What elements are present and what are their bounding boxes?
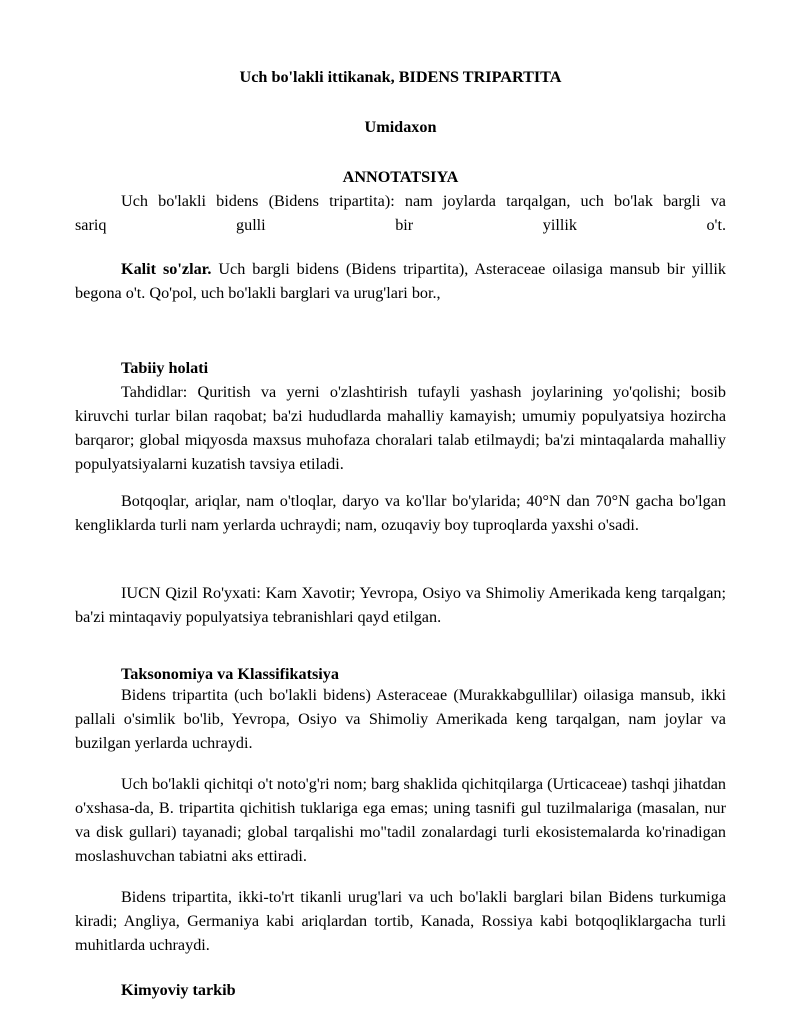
natural-state-heading: Tabiiy holati — [121, 359, 209, 377]
chemistry-heading: Kimyoviy tarkib — [121, 981, 236, 999]
keywords-label: Kalit so'zlar. — [121, 260, 212, 278]
taxonomy-paragraph-2: Uch bo'lakli qichitqi o't noto'g'ri nom; barg shaklida qichitqilarga (Urticaceae) tashqi jihatdan o'xshasa-da, B. tripartita qichitish tuklariga ega emas; uning tasnifi gul tuzilmalariga (masalan, nur va disk gullari) tayanadi; global tarqalishi mo"tadil zonalardagi turli ekosistemalarda ko'rinadigan moslashuvchan tabiatni aks ettiradi. — [75, 775, 726, 865]
taxonomy-paragraph-1: Bidens tripartita (uch bo'lakli bidens) Asteraceae (Murakkabgullilar) oilasiga mansub, ikki pallali o'simlik bo'lib, Yevropa, Osiyo va Shimoliy Amerikada keng tarqalgan, nam joylar va buzilgan yerlarda uchraydi. — [75, 686, 726, 752]
keywords-text: Uch bargli bidens (Bidens tripartita), Asteraceae oilasiga mansub bir yillik begona o't. Qo'pol, uch bo'lakli barglari va urug'lari bor., — [75, 260, 726, 302]
natural-state-paragraph-1: Tahdidlar: Quritish va yerni o'zlashtirish tufayli yashash joylarining yo'qolishi; bosib kiruvchi turlar bilan raqobat; ba'zi hududlarda mahalliy kamayish; umumiy populyatsiya hozircha barqaror; global miqyosda maxsus muhofaza choralari talab etilmaydi; ba'zi mintaqalarda mahalliy populyatsiyalarni kuzatish tavsiya etiladi. — [75, 383, 726, 473]
annotation-line-2: sariq gulli bir yillik o't. — [75, 216, 726, 234]
natural-state-paragraph-2: Botqoqlar, ariqlar, nam o'tloqlar, daryo va ko'llar bo'ylarida; 40°N dan 70°N gacha bo'lgan kengliklarda turli nam yerlarda uchraydi; nam, ozuqaviy boy tuproqlarda yaxshi o'sadi. — [75, 492, 726, 534]
annotation-heading: ANNOTATSIYA — [342, 168, 459, 186]
annotation-line-1: Uch bo'lakli bidens (Bidens tripartita): nam joylarda tarqalgan, uch bo'lak bargli va — [121, 192, 726, 210]
author-name: Umidaxon — [364, 118, 437, 136]
taxonomy-paragraph-3: Bidens tripartita, ikki-to'rt tikanli urug'lari va uch bo'lakli barglari bilan Bidens turkumiga kiradi; Angliya, Germaniya kabi ariqlardan tortib, Kanada, Rossiya kabi botqoqliklargacha turli muhitlarda uchraydi. — [75, 888, 726, 954]
keywords-paragraph — [75, 258, 726, 306]
taxonomy-heading: Taksonomiya va Klassifikatsiya — [121, 665, 339, 683]
document-title: Uch bo'lakli ittikanak, BIDENS TRIPARTITA — [239, 68, 562, 86]
natural-state-paragraph-3: IUCN Qizil Ro'yxati: Kam Xavotir; Yevropa, Osiyo va Shimoliy Amerikada keng tarqalgan; ba'zi mintaqaviy populyatsiya tebranishlari qayd etilgan. — [75, 584, 726, 626]
